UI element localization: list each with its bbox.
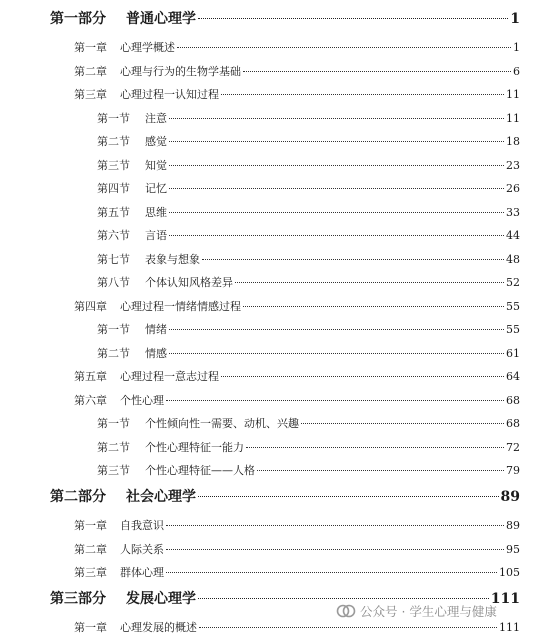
toc-section-row-title: 个性心理特征一能力 <box>145 440 244 454</box>
toc-chapter-row-page-number: 6 <box>513 64 520 78</box>
toc-section-row-title: 个性倾向性一需要、动机、兴趣 <box>145 417 299 430</box>
toc-section-row-number: 第二节 <box>97 135 130 148</box>
toc-chapter-row[interactable] <box>74 63 520 79</box>
toc-section-row-label <box>97 110 167 126</box>
toc-part-row-number: 第二部分 <box>50 489 106 505</box>
dot-leader <box>243 71 511 72</box>
toc-section-row-page-number: 52 <box>506 276 520 289</box>
toc-part-row-page-number: 111 <box>490 591 520 607</box>
toc-chapter-row-title: 个性心理 <box>120 393 164 407</box>
toc-section-row-page-number: 26 <box>506 182 520 195</box>
watermark <box>336 600 497 622</box>
toc-part-row-label <box>50 588 196 608</box>
toc-section-row[interactable] <box>97 462 520 478</box>
toc-section-row-page-number: 44 <box>506 229 520 242</box>
toc-chapter-row[interactable] <box>74 39 520 55</box>
toc-chapter-row[interactable] <box>74 298 520 314</box>
toc-chapter-row-page-number: 64 <box>506 370 520 383</box>
toc-section-row[interactable] <box>97 321 520 337</box>
toc-chapter-row-number: 第四章 <box>74 299 107 313</box>
toc-chapter-row-title: 心理与行为的生物学基础 <box>120 64 241 78</box>
toc-section-row-page-number: 79 <box>506 464 520 477</box>
dot-leader <box>235 282 504 283</box>
dot-leader <box>169 165 504 166</box>
toc-section-row-label <box>97 251 200 267</box>
dot-leader <box>198 496 499 497</box>
toc-chapter-row-title: 心理过程一意志过程 <box>120 370 219 383</box>
toc-section-row-label <box>97 227 167 243</box>
toc-section-row-number: 第一节 <box>97 111 130 125</box>
toc-chapter-row-title: 自我意识 <box>120 519 164 532</box>
toc-chapter-row-number: 第一章 <box>74 519 107 532</box>
toc-section-row-page-number: 23 <box>506 158 520 172</box>
wechat-official-account-icon <box>336 603 356 619</box>
toc-section-row-title: 情绪 <box>145 323 167 336</box>
toc-section-row-number: 第五节 <box>97 205 130 219</box>
dot-leader <box>202 259 504 260</box>
toc-part-row-label <box>50 486 196 506</box>
toc-section-row[interactable] <box>97 415 520 431</box>
toc-chapter-row-number: 第一章 <box>74 621 107 634</box>
toc-chapter-row[interactable] <box>74 517 520 533</box>
toc-section-row[interactable] <box>97 157 520 173</box>
dot-leader <box>169 353 504 354</box>
toc-section-row-page-number: 68 <box>506 417 520 430</box>
toc-chapter-row-title: 群体心理 <box>120 566 164 579</box>
toc-chapter-row[interactable] <box>74 392 520 408</box>
toc-chapter-row-number: 第二章 <box>74 542 107 556</box>
toc-part-row-title: 普通心理学 <box>126 11 196 27</box>
toc-part-row[interactable] <box>50 8 520 28</box>
toc-chapter-row[interactable] <box>74 541 520 557</box>
toc-section-row-label <box>97 157 167 173</box>
dot-leader <box>169 329 504 330</box>
dot-leader <box>243 306 504 307</box>
toc-section-row-label <box>97 180 167 196</box>
toc-section-row-title: 个体认知风格差异 <box>145 276 233 289</box>
dot-leader <box>199 627 497 628</box>
toc-section-row-page-number: 61 <box>506 346 520 360</box>
toc-section-row-page-number: 72 <box>506 440 520 454</box>
dot-leader <box>169 188 504 189</box>
toc-section-row-label <box>97 204 167 220</box>
toc-chapter-row-title: 心理学概述 <box>120 41 175 54</box>
toc-section-row[interactable] <box>97 439 520 455</box>
dot-leader <box>177 47 511 48</box>
toc-chapter-row-page-number: 105 <box>499 566 520 579</box>
toc-section-row-label <box>97 345 167 361</box>
dot-leader <box>169 118 504 119</box>
toc-part-row-label <box>50 8 196 28</box>
toc-section-row[interactable] <box>97 227 520 243</box>
toc-chapter-row-page-number: 11 <box>506 88 520 101</box>
toc-section-row-number: 第三节 <box>97 464 130 477</box>
toc-section-row-number: 第一节 <box>97 323 130 336</box>
toc-part-row-page-number: 89 <box>500 489 520 505</box>
toc-section-row[interactable] <box>97 345 520 361</box>
toc-part-row-title: 发展心理学 <box>126 591 196 607</box>
toc-chapter-row-page-number: 111 <box>499 621 520 634</box>
toc-section-row-number: 第四节 <box>97 182 130 195</box>
toc-section-row-title: 表象与想象 <box>145 252 200 266</box>
toc-section-row-label <box>97 462 255 478</box>
toc-section-row-title: 记忆 <box>145 182 167 195</box>
toc-section-row-label <box>97 133 167 149</box>
toc-section-row-title: 情感 <box>145 346 167 360</box>
toc-chapter-row-number: 第三章 <box>74 88 107 101</box>
toc-section-row[interactable] <box>97 204 520 220</box>
toc-section-row-number: 第三节 <box>97 158 130 172</box>
toc-section-row-number: 第二节 <box>97 346 130 360</box>
toc-chapter-row-number: 第三章 <box>74 566 107 579</box>
toc-chapter-row-label <box>74 619 197 635</box>
toc-chapter-row-label <box>74 564 164 580</box>
toc-section-row[interactable] <box>97 274 520 290</box>
dot-leader <box>169 235 504 236</box>
watermark-text: 公众号 · 学生心理与健康 <box>360 604 497 619</box>
toc-section-row-number: 第六节 <box>97 229 130 242</box>
toc-section-row-title: 个性心理特征——人格 <box>145 464 255 477</box>
toc-chapter-row-title: 人际关系 <box>120 542 164 556</box>
toc-chapter-row-label <box>74 39 175 55</box>
toc-chapter-row[interactable] <box>74 368 520 384</box>
toc-section-row-number: 第一节 <box>97 417 130 430</box>
toc-section-row-label <box>97 274 233 290</box>
toc-chapter-row-title: 心理过程一情绪情感过程 <box>120 299 241 313</box>
toc-section-row-number: 第二节 <box>97 440 130 454</box>
toc-chapter-row-label <box>74 392 164 408</box>
toc-chapter-row-label <box>74 517 164 533</box>
dot-leader <box>166 525 504 526</box>
dot-leader <box>246 447 504 448</box>
toc-chapter-row[interactable] <box>74 564 520 580</box>
toc-section-row-page-number: 33 <box>506 205 520 219</box>
toc-chapter-row-page-number: 1 <box>513 41 520 54</box>
toc-section-row-page-number: 55 <box>506 323 520 336</box>
toc-section-row-page-number: 11 <box>506 111 520 125</box>
toc-section-row-title: 知觉 <box>145 158 167 172</box>
toc-section-row-page-number: 48 <box>506 252 520 266</box>
dot-leader <box>169 141 504 142</box>
toc-chapter-row-page-number: 68 <box>506 393 520 407</box>
toc-part-row-page-number: 1 <box>510 11 520 27</box>
toc-section-row-title: 言语 <box>145 229 167 242</box>
toc-chapter-row-title: 心理发展的概述 <box>120 621 197 634</box>
toc-chapter-row-label <box>74 86 219 102</box>
toc-chapter-row-label <box>74 541 164 557</box>
toc-part-row-number: 第三部分 <box>50 591 106 607</box>
toc-section-row-label <box>97 321 167 337</box>
toc-part-row-number: 第一部分 <box>50 11 106 27</box>
toc-section-row-page-number: 18 <box>506 135 520 148</box>
toc-chapter-row-page-number: 55 <box>506 299 520 313</box>
toc-section-row[interactable] <box>97 251 520 267</box>
dot-leader <box>301 423 504 424</box>
toc-chapter-row-number: 第一章 <box>74 41 107 54</box>
toc-part-row[interactable] <box>50 486 520 506</box>
dot-leader <box>221 94 504 95</box>
dot-leader <box>169 212 504 213</box>
toc-section-row[interactable] <box>97 133 520 149</box>
dot-leader <box>166 400 504 401</box>
toc-section-row-label <box>97 415 299 431</box>
toc-section-row-label <box>97 439 244 455</box>
dot-leader <box>221 376 504 377</box>
toc-section-row-title: 注意 <box>145 111 167 125</box>
dot-leader <box>198 18 508 19</box>
toc-chapter-row-page-number: 95 <box>506 542 520 556</box>
toc-chapter-row-label <box>74 298 241 314</box>
toc-chapter-row-number: 第二章 <box>74 64 107 78</box>
dot-leader <box>166 549 504 550</box>
toc-section-row-title: 思维 <box>145 205 167 219</box>
toc-chapter-row-title: 心理过程一认知过程 <box>120 88 219 101</box>
toc-part-row-title: 社会心理学 <box>126 489 196 505</box>
toc-chapter-row-label <box>74 63 241 79</box>
toc-section-row-number: 第八节 <box>97 276 130 289</box>
toc-section-row-number: 第七节 <box>97 252 130 266</box>
toc-section-row[interactable] <box>97 180 520 196</box>
dot-leader <box>257 470 504 471</box>
toc-chapter-row-number: 第五章 <box>74 370 107 383</box>
toc-chapter-row-label <box>74 368 219 384</box>
toc-chapter-row[interactable] <box>74 86 520 102</box>
toc-section-row[interactable] <box>97 110 520 126</box>
toc-section-row-title: 感觉 <box>145 135 167 148</box>
dot-leader <box>198 598 489 599</box>
toc-chapter-row-number: 第六章 <box>74 393 107 407</box>
dot-leader <box>166 572 497 573</box>
toc-chapter-row-page-number: 89 <box>506 519 520 532</box>
